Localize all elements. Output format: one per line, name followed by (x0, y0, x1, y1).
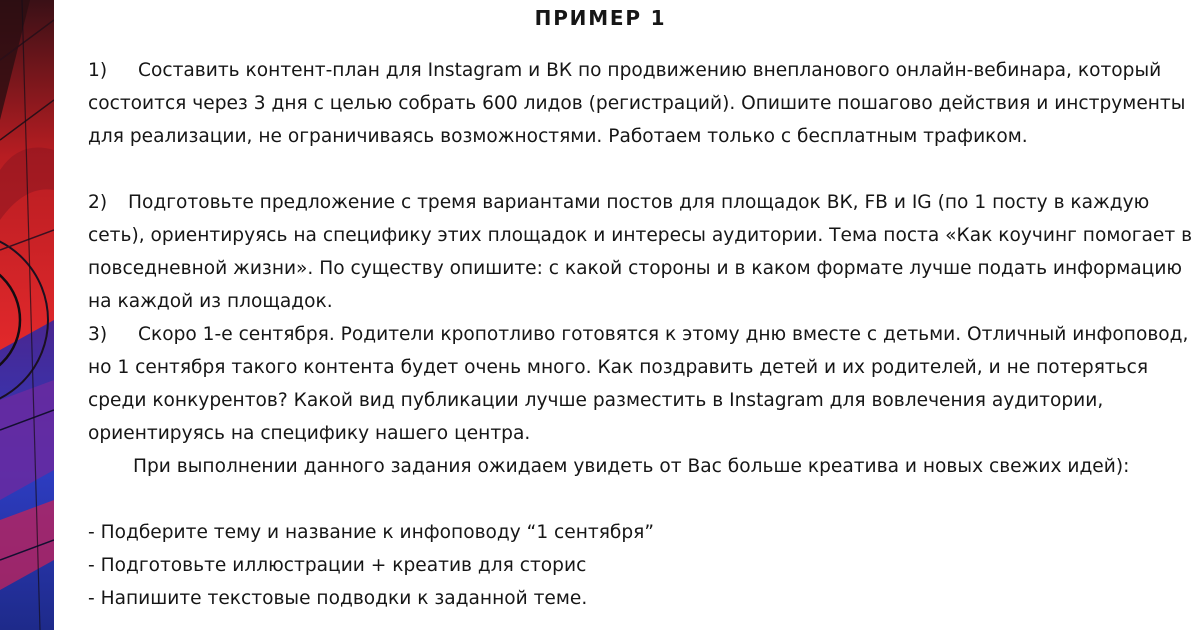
task-2 (88, 186, 1193, 318)
task-3-text: Скоро 1-е сентября. Родители кропотливо готовятся к этому дню вместе с детьми. Отличный инфоповод, но 1 сентября такого контента будет очень много. Как поздравить детей и их родителей, и не потеряться среди конкурентов? Какой вид публикации лучше разместить в Instagram для вовлечения аудитории, ориентируясь на специфику нашего центра. (88, 324, 1189, 444)
task-2-number: 2) (88, 192, 108, 213)
document-body (88, 0, 1193, 630)
side-art-illustration (0, 0, 54, 630)
task-3-number: 3) (88, 324, 108, 345)
task-2-text: Подготовьте предложение с тремя вариантами постов для площадок ВК, FB и IG (по 1 посту в каждую сеть), ориентируясь на специфику этих площадок и интересы аудитории. Тема поста «Как коучинг помогает в повседневной жизни». По существу опишите: с какой стороны и в каком формате лучше подать информацию на каждой из площадок. (88, 192, 1193, 312)
bullet-item-3: - Напишите текстовые подводки к заданной теме. (88, 588, 588, 609)
creative-note-text: При выполнении данного задания ожидаем увидеть от Вас больше креатива и новых свежих идей): (133, 456, 1130, 477)
decorative-side-graphic (0, 0, 54, 630)
task-3 (88, 318, 1193, 450)
task-1 (88, 54, 1193, 153)
creative-note (88, 450, 1193, 483)
task-1-text: Составить контент-план для Instagram и ВК по продвижению внепланового онлайн-вебинара, который состоится через 3 дня с целью собрать 600 лидов (регистраций). Опишите пошагово действия и инструменты для реализации, не ограничиваясь возможностями. Работаем только с бесплатным трафиком. (88, 60, 1186, 147)
task-1-number: 1) (88, 60, 108, 81)
bullet-item-2: - Подготовьте иллюстрации + креатив для сторис (88, 555, 587, 576)
bullet-item-1: - Подберите тему и название к инфоповоду “1 сентября” (88, 522, 654, 543)
document-title: ПРИМЕР 1 (534, 6, 667, 30)
